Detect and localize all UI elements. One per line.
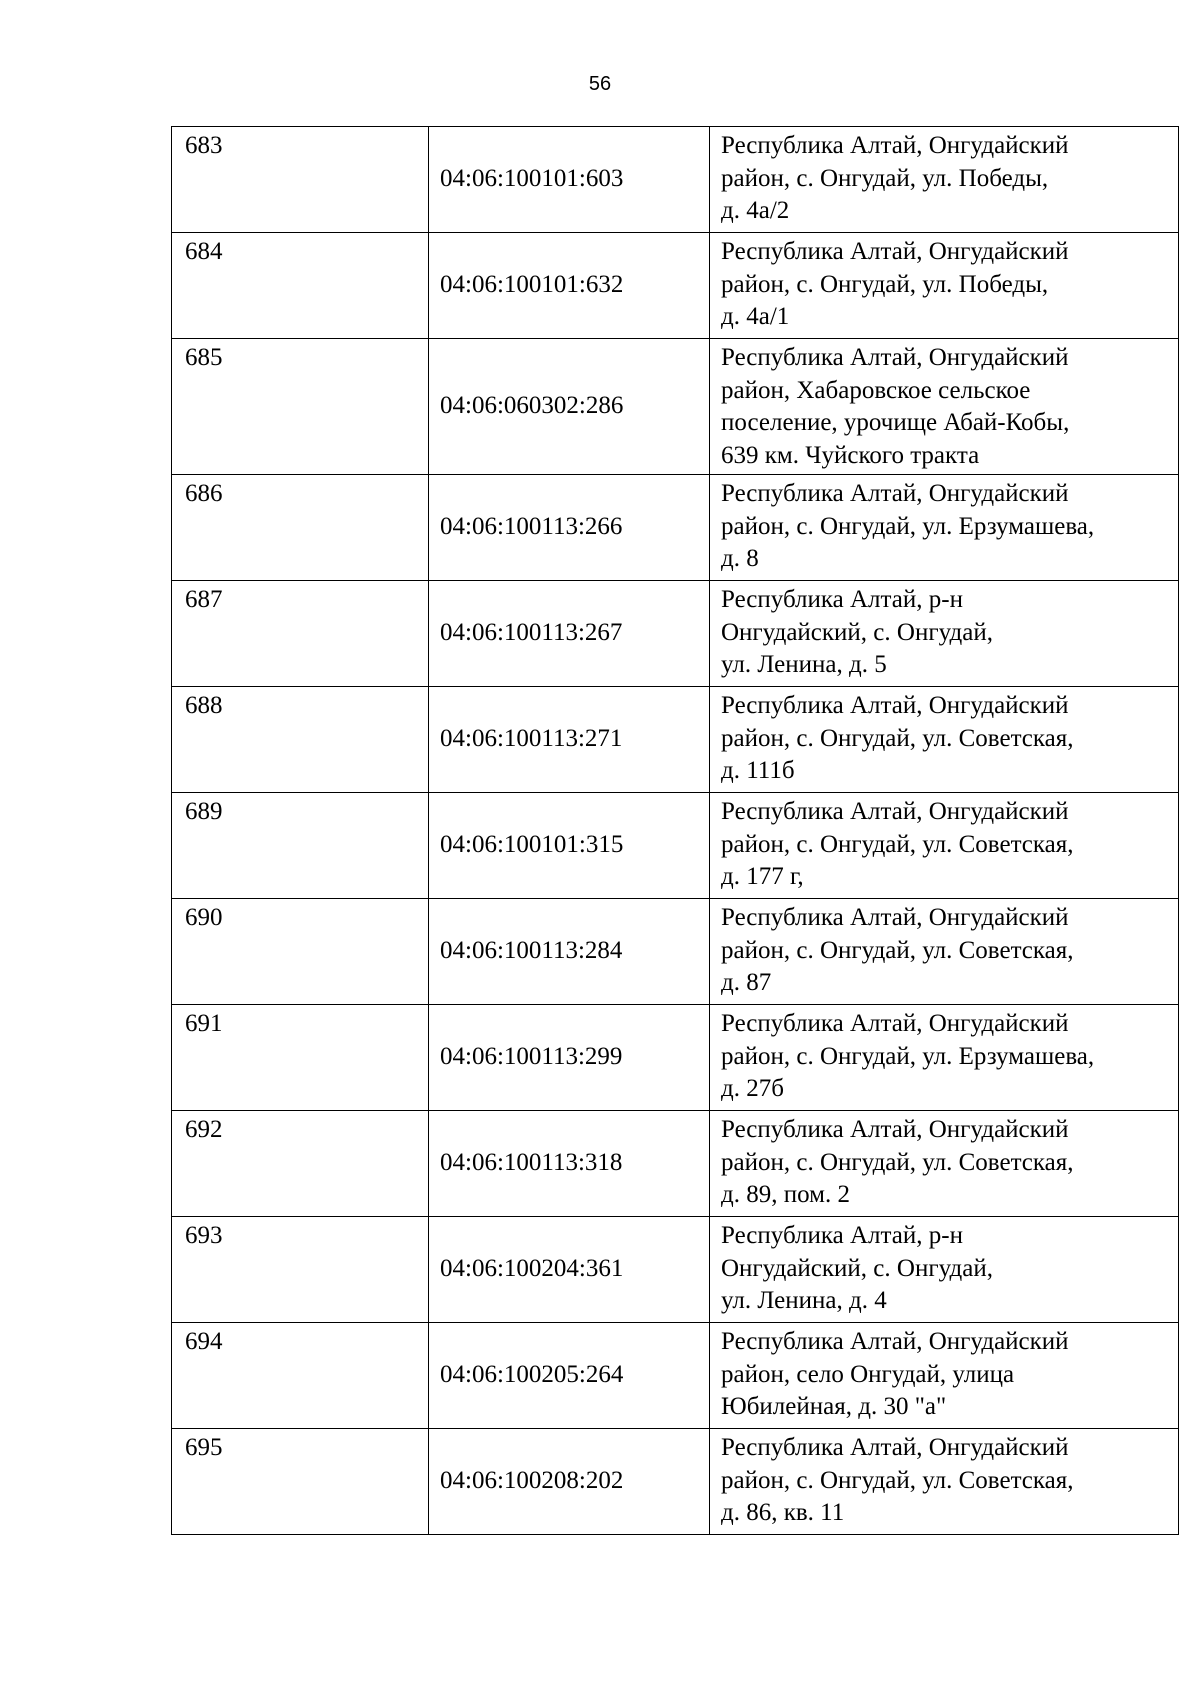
row-number-cell: 683 [172,127,429,233]
table-row [172,1217,1179,1323]
address-cell: Республика Алтай, Онгудайский район, с. Онгудай, ул. Советская, д. 89, пом. 2 [710,1111,1179,1217]
cadastral-number-cell: 04:06:100204:361 [429,1217,710,1323]
table-row [172,475,1179,581]
table-row [172,581,1179,687]
address-cell: Республика Алтай, Онгудайский район, с. Онгудай, ул. Победы, д. 4а/1 [710,233,1179,339]
cadastral-number-cell: 04:06:100113:271 [429,687,710,793]
table-row [172,1323,1179,1429]
row-number-cell: 689 [172,793,429,899]
address-cell: Республика Алтай, Онгудайский район, с. Онгудай, ул. Советская, д. 86, кв. 11 [710,1429,1179,1535]
row-number-cell: 685 [172,339,429,475]
address-cell: Республика Алтай, р-н Онгудайский, с. Онгудай, ул. Ленина, д. 4 [710,1217,1179,1323]
row-number-cell: 688 [172,687,429,793]
address-cell: Республика Алтай, Онгудайский район, с. Онгудай, ул. Ерзумашева, д. 27б [710,1005,1179,1111]
cadastral-number-cell: 04:06:100113:318 [429,1111,710,1217]
row-number-cell: 695 [172,1429,429,1535]
table-row [172,687,1179,793]
page-number: 56 [588,73,612,95]
cadastral-number-cell: 04:06:060302:286 [429,339,710,475]
row-number-cell: 684 [172,233,429,339]
row-number-cell: 693 [172,1217,429,1323]
table-row [172,1005,1179,1111]
table-row [172,899,1179,1005]
cadastral-number-cell: 04:06:100113:267 [429,581,710,687]
address-cell: Республика Алтай, р-н Онгудайский, с. Онгудай, ул. Ленина, д. 5 [710,581,1179,687]
cadastral-number-cell: 04:06:100113:299 [429,1005,710,1111]
address-cell: Республика Алтай, Онгудайский район, с. Онгудай, ул. Победы, д. 4а/2 [710,127,1179,233]
table-row [172,793,1179,899]
address-cell: Республика Алтай, Онгудайский район, село Онгудай, улица Юбилейная, д. 30 "а" [710,1323,1179,1429]
address-cell: Республика Алтай, Онгудайский район, с. Онгудай, ул. Советская, д. 111б [710,687,1179,793]
cadastral-number-cell: 04:06:100101:603 [429,127,710,233]
table-row [172,1111,1179,1217]
table-row [172,233,1179,339]
cadastral-number-cell: 04:06:100101:632 [429,233,710,339]
cadastral-number-cell: 04:06:100113:266 [429,475,710,581]
row-number-cell: 686 [172,475,429,581]
row-number-cell: 687 [172,581,429,687]
row-number-cell: 692 [172,1111,429,1217]
row-number-cell: 691 [172,1005,429,1111]
address-cell: Республика Алтай, Онгудайский район, Хабаровское сельское поселение, урочище Абай-Кобы, 639 км. Чуйского тракта [710,339,1179,475]
table-row [172,339,1179,475]
cadastral-number-cell: 04:06:100205:264 [429,1323,710,1429]
table-row [172,1429,1179,1535]
address-cell: Республика Алтай, Онгудайский район, с. Онгудай, ул. Ерзумашева, д. 8 [710,475,1179,581]
property-registry-table [171,126,1179,1535]
cadastral-number-cell: 04:06:100101:315 [429,793,710,899]
table-row [172,127,1179,233]
address-cell: Республика Алтай, Онгудайский район, с. Онгудай, ул. Советская, д. 177 г, [710,793,1179,899]
cadastral-number-cell: 04:06:100113:284 [429,899,710,1005]
row-number-cell: 690 [172,899,429,1005]
address-cell: Республика Алтай, Онгудайский район, с. Онгудай, ул. Советская, д. 87 [710,899,1179,1005]
row-number-cell: 694 [172,1323,429,1429]
cadastral-number-cell: 04:06:100208:202 [429,1429,710,1535]
